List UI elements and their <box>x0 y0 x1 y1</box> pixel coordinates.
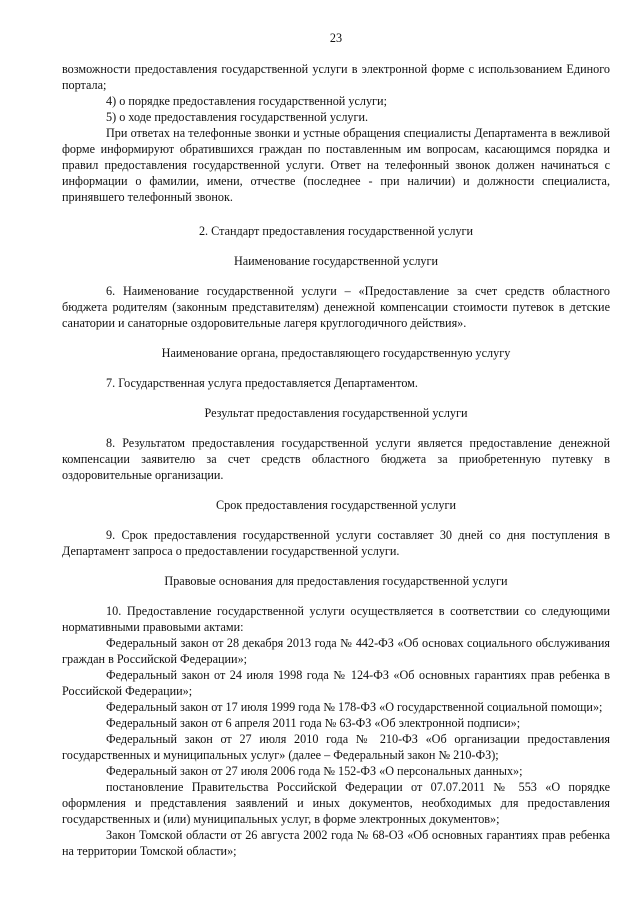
law-item: Федеральный закон от 27 июля 2010 года № 210-ФЗ «Об организации предоставления государственных и муниципальных услуг» (далее – Федеральный закон № 210-ФЗ); <box>62 732 610 762</box>
law-item: постановление Правительства Российской Федерации от 07.07.2011 № 553 «О порядке оформления и представления заявлений и иных документов, необходимых для предоставления государственных и (или) муниципальных услуг, в форме электронных документов»; <box>62 780 610 826</box>
subheading-result: Результат предоставления государственной услуги <box>204 406 468 420</box>
paragraph-6: 6. Наименование государственной услуги – «Предоставление за счет средств областного бюджета родителям (законным представителям) денежной компенсации стоимости путевок в детские санатории и санаторные оздоровительные лагеря круглогодичного действия». <box>62 284 610 330</box>
paragraph-10: 10. Предоставление государственной услуги осуществляется в соответствии со следующими нормативными правовыми актами: <box>62 604 610 634</box>
subheading-term: Срок предоставления государственной услуги <box>216 498 456 512</box>
paragraph-7: 7. Государственная услуга предоставляется Департаментом. <box>106 376 418 390</box>
subheading-service-name: Наименование государственной услуги <box>233 254 439 268</box>
law-item: Федеральный закон от 28 декабря 2013 года № 442-ФЗ «Об основах социального обслуживания граждан в Российской Федерации»; <box>62 636 610 666</box>
law-item: Федеральный закон от 24 июля 1998 года № 124-ФЗ «Об основных гарантиях прав ребенка в Российской Федерации»; <box>62 668 610 698</box>
law-item: Федеральный закон от 17 июля 1999 года № 178-ФЗ «О государственной социальной помощи»; <box>106 700 603 714</box>
page-number: 23 <box>329 31 343 45</box>
law-item: Федеральный закон от 6 апреля 2011 года № 63-ФЗ «Об электронной подписи»; <box>106 716 521 730</box>
law-item: Закон Томской области от 26 августа 2002 года № 68-ОЗ «Об основных гарантиях прав ребенка на территории Томской области»; <box>62 828 610 858</box>
section-heading-2: 2. Стандарт предоставления государственной услуги <box>198 224 474 238</box>
subheading-organ: Наименование органа, предоставляющего государственную услугу <box>161 346 511 360</box>
document-page <box>62 30 610 859</box>
paragraph-8: 8. Результатом предоставления государственной услуги является предоставление денежной компенсации заявителю за счет средств областного бюджета за приобретенную путевку в оздоровительные организации. <box>62 436 610 482</box>
paragraph-9: 9. Срок предоставления государственной услуги составляет 30 дней со дня поступления в Департамент запроса о предоставлении государственной услуги. <box>62 528 610 558</box>
list-item-4: 4) о порядке предоставления государственной услуги; <box>106 94 387 108</box>
paragraph-continuation: возможности предоставления государственной услуги в электронной форме с использованием Единого портала; <box>62 62 610 92</box>
paragraph-phone-answers: При ответах на телефонные звонки и устные обращения специалисты Департамента в вежливой форме информируют обратившихся граждан по поставленным им вопросам, касающимся порядка и правил предоставления государственной услуги. Ответ на телефонный звонок должен начинаться с информации о фамилии, имени, отчестве (последнее - при наличии) и должности специалиста, принявшего телефонный звонок. <box>62 126 610 204</box>
law-item: Федеральный закон от 27 июля 2006 года № 152-ФЗ «О персональных данных»; <box>106 764 523 778</box>
subheading-legal-basis: Правовые основания для предоставления государственной услуги <box>164 574 508 588</box>
list-item-5: 5) о ходе предоставления государственной услуги. <box>106 110 369 124</box>
